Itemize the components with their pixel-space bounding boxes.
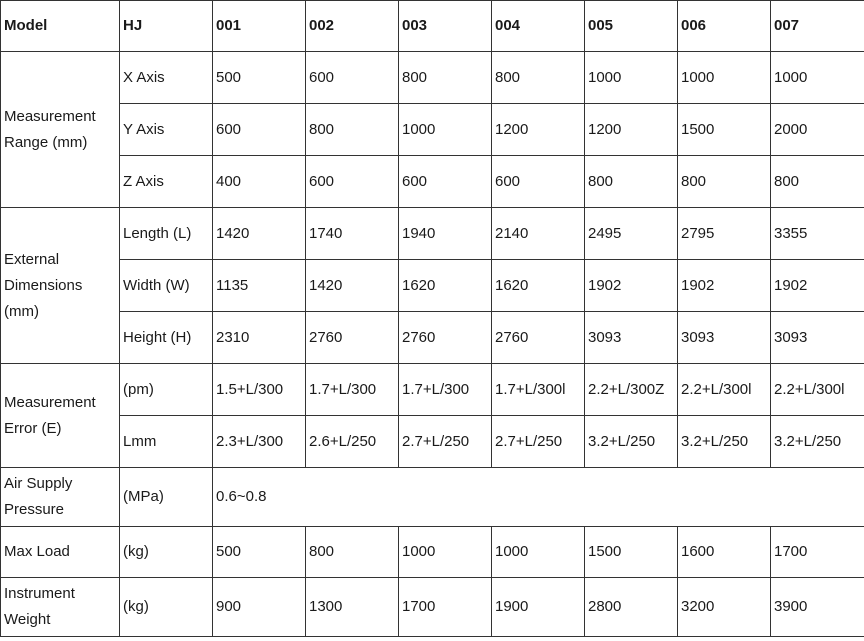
value-cell: 1.7+L/300 — [399, 364, 492, 416]
row-sub-label: (pm) — [120, 364, 213, 416]
value-cell: 800 — [306, 527, 399, 578]
value-cell: 2800 — [585, 578, 678, 637]
value-cell: 2.6+L/250 — [306, 416, 399, 468]
value-cell: 3093 — [585, 312, 678, 364]
value-cell: 800 — [585, 156, 678, 208]
table-row — [1, 260, 864, 312]
header-cell: 003 — [399, 1, 492, 52]
value-cell: 800 — [492, 52, 585, 104]
value-cell: 1200 — [492, 104, 585, 156]
value-cell: 1135 — [213, 260, 306, 312]
value-cell: 1200 — [585, 104, 678, 156]
value-cell: 1500 — [585, 527, 678, 578]
row-group-label: Measurement Error (E) — [1, 364, 120, 468]
value-cell: 3200 — [678, 578, 771, 637]
value-cell: 1940 — [399, 208, 492, 260]
value-cell: 3093 — [771, 312, 864, 364]
value-cell: 600 — [306, 156, 399, 208]
row-sub-label: Width (W) — [120, 260, 213, 312]
value-cell: 3093 — [678, 312, 771, 364]
value-cell: 800 — [678, 156, 771, 208]
value-cell: 600 — [492, 156, 585, 208]
value-cell: 800 — [399, 52, 492, 104]
header-cell: HJ — [120, 1, 213, 52]
row-group-label: Measurement Range (mm) — [1, 52, 120, 208]
value-cell: 1000 — [399, 104, 492, 156]
value-cell: 1000 — [771, 52, 864, 104]
header-cell: 004 — [492, 1, 585, 52]
row-unit: (kg) — [120, 578, 213, 637]
value-cell: 1900 — [492, 578, 585, 637]
value-cell: 2495 — [585, 208, 678, 260]
value-cell: 1620 — [399, 260, 492, 312]
header-cell: 007 — [771, 1, 864, 52]
row-sub-label: Lmm — [120, 416, 213, 468]
value-cell: 0.6~0.8 — [213, 468, 864, 527]
header-row — [1, 1, 864, 52]
value-cell: 2140 — [492, 208, 585, 260]
row-sub-label: Length (L) — [120, 208, 213, 260]
value-cell: 2.3+L/300 — [213, 416, 306, 468]
row-label: Max Load — [1, 527, 120, 578]
value-cell: 2.2+L/300l — [678, 364, 771, 416]
value-cell: 1700 — [399, 578, 492, 637]
row-label: Air Supply Pressure — [1, 468, 120, 527]
value-cell: 1600 — [678, 527, 771, 578]
header-cell: 002 — [306, 1, 399, 52]
value-cell: 2000 — [771, 104, 864, 156]
value-cell: 900 — [213, 578, 306, 637]
value-cell: 1420 — [306, 260, 399, 312]
table-row — [1, 578, 864, 637]
row-sub-label: Y Axis — [120, 104, 213, 156]
header-cell: 001 — [213, 1, 306, 52]
value-cell: 3.2+L/250 — [678, 416, 771, 468]
value-cell: 1620 — [492, 260, 585, 312]
table-row — [1, 527, 864, 578]
value-cell: 600 — [306, 52, 399, 104]
value-cell: 800 — [771, 156, 864, 208]
value-cell: 3355 — [771, 208, 864, 260]
row-sub-label: X Axis — [120, 52, 213, 104]
value-cell: 600 — [399, 156, 492, 208]
value-cell: 2760 — [306, 312, 399, 364]
value-cell: 2.2+L/300l — [771, 364, 864, 416]
value-cell: 2.7+L/250 — [399, 416, 492, 468]
value-cell: 1500 — [678, 104, 771, 156]
value-cell: 2.7+L/250 — [492, 416, 585, 468]
table-row — [1, 468, 864, 527]
table-row — [1, 156, 864, 208]
value-cell: 1000 — [585, 52, 678, 104]
value-cell: 1000 — [492, 527, 585, 578]
table-row — [1, 312, 864, 364]
value-cell: 1902 — [678, 260, 771, 312]
header-cell: 006 — [678, 1, 771, 52]
value-cell: 1902 — [585, 260, 678, 312]
value-cell: 800 — [306, 104, 399, 156]
value-cell: 2795 — [678, 208, 771, 260]
row-group-label: External Dimensions (mm) — [1, 208, 120, 364]
table-row — [1, 208, 864, 260]
value-cell: 600 — [213, 104, 306, 156]
value-cell: 3.2+L/250 — [771, 416, 864, 468]
value-cell: 1000 — [399, 527, 492, 578]
value-cell: 1902 — [771, 260, 864, 312]
value-cell: 1420 — [213, 208, 306, 260]
value-cell: 2760 — [492, 312, 585, 364]
row-unit: (MPa) — [120, 468, 213, 527]
value-cell: 3.2+L/250 — [585, 416, 678, 468]
value-cell: 2760 — [399, 312, 492, 364]
value-cell: 500 — [213, 52, 306, 104]
table-row — [1, 52, 864, 104]
value-cell: 2310 — [213, 312, 306, 364]
value-cell: 1740 — [306, 208, 399, 260]
value-cell: 1.7+L/300 — [306, 364, 399, 416]
value-cell: 500 — [213, 527, 306, 578]
value-cell: 1700 — [771, 527, 864, 578]
value-cell: 3900 — [771, 578, 864, 637]
row-unit: (kg) — [120, 527, 213, 578]
table-row — [1, 104, 864, 156]
value-cell: 2.2+L/300Z — [585, 364, 678, 416]
value-cell: 1.7+L/300l — [492, 364, 585, 416]
value-cell: 400 — [213, 156, 306, 208]
row-sub-label: Height (H) — [120, 312, 213, 364]
table-row — [1, 364, 864, 416]
row-sub-label: Z Axis — [120, 156, 213, 208]
header-cell: 005 — [585, 1, 678, 52]
table-row — [1, 416, 864, 468]
value-cell: 1000 — [678, 52, 771, 104]
header-cell: Model — [1, 1, 120, 52]
row-label: Instrument Weight — [1, 578, 120, 637]
value-cell: 1.5+L/300 — [213, 364, 306, 416]
value-cell: 1300 — [306, 578, 399, 637]
